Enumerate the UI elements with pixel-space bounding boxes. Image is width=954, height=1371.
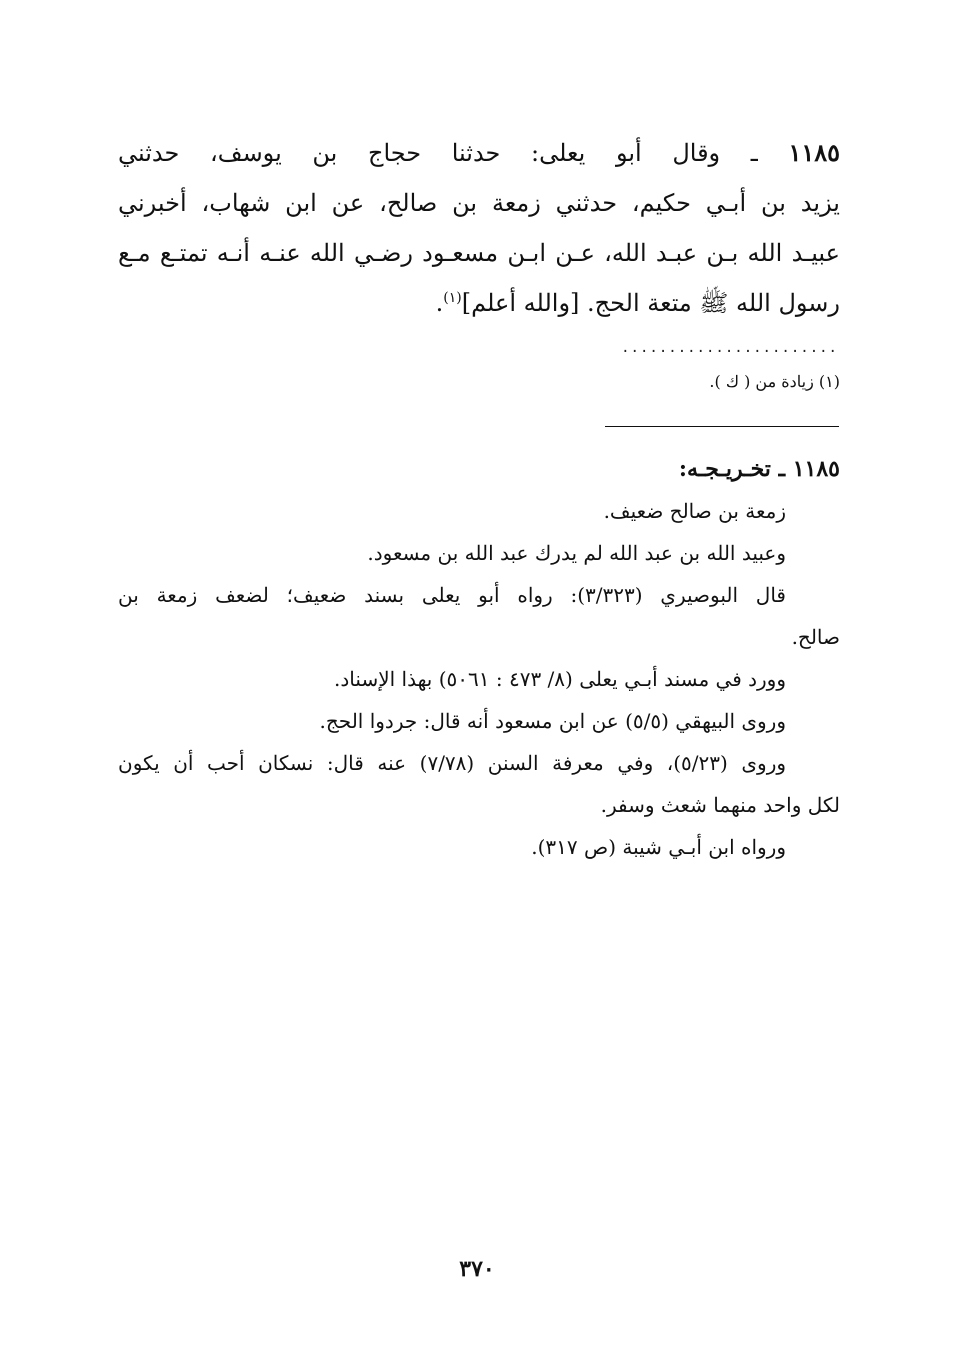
footnote-reference: (١) (443, 290, 462, 306)
hadith-number: ١١٨٥ (788, 138, 840, 167)
hadith-line-4-text: رسول الله ﷺ متعة الحج. [والله أعلم] (461, 289, 840, 317)
hadith-text (118, 128, 840, 328)
dotted-separator: ....................... (621, 340, 838, 356)
takhrij-paragraph-3-continued: صالح. (791, 625, 840, 649)
footnote: (١) زيادة من ( ك ). (709, 372, 840, 391)
hadith-line-3: عبيـد الله بـن عبـد الله، عـن ابـن مسعـود رضـي الله عنـه أنـه تمتـع مـع (118, 239, 840, 267)
takhrij-paragraph-4: وورد في مسند أبـي يعلى (٨/ ٤٧٣ : ٥٠٦١) بهذا الإسناد. (334, 667, 786, 691)
takhrij-paragraph-5: وروى البيهقي (٥/٥) عن ابن مسعود أنه قال: جردوا الحج. (319, 709, 786, 733)
takhrij-heading-number: ١١٨٥ (792, 456, 840, 482)
takhrij-heading-dash: ـ (778, 456, 786, 482)
takhrij-paragraph-1: زمعة بن صالح ضعيف. (603, 499, 786, 523)
takhrij-paragraph-3: قال البوصيري (٣/٣٢٣): رواه أبو يعلى بسند ضعيف؛ لضعف زمعة بن (118, 583, 786, 607)
page-number: ٣٧٠ (459, 1256, 495, 1282)
takhrij-paragraph-7: ورواه ابن أبـي شيبة (ص ٣١٧). (531, 835, 786, 859)
takhrij-section (118, 448, 840, 868)
hadith-line-2: يزيد بن أبـي حكيم، حدثني زمعة بن صالح، عن ابن شهاب، أخبرني (118, 189, 840, 217)
takhrij-heading-word: تخـريـجـه: (678, 456, 771, 482)
takhrij-paragraph-6-continued: لكل واحد منهما شعث وسفر. (600, 793, 840, 817)
hadith-line-1 (118, 128, 840, 178)
takhrij-heading (118, 448, 840, 490)
hadith-line-1-text: ـ وقال أبو يعلى: حدثنا حجاج بن يوسف، حدثني (118, 139, 758, 167)
footnote-rule (605, 426, 839, 427)
hadith-line-4 (118, 278, 840, 328)
takhrij-paragraph-6: وروى (٥/٢٣)، وفي معرفة السنن (٧/٧٨) عنه قال: نسكان أحب أن يكون (118, 751, 787, 775)
takhrij-paragraph-2: وعبيد الله بن عبد الله لم يدرك عبد الله بن مسعود. (367, 541, 786, 565)
hadith-line-end: . (435, 289, 444, 317)
